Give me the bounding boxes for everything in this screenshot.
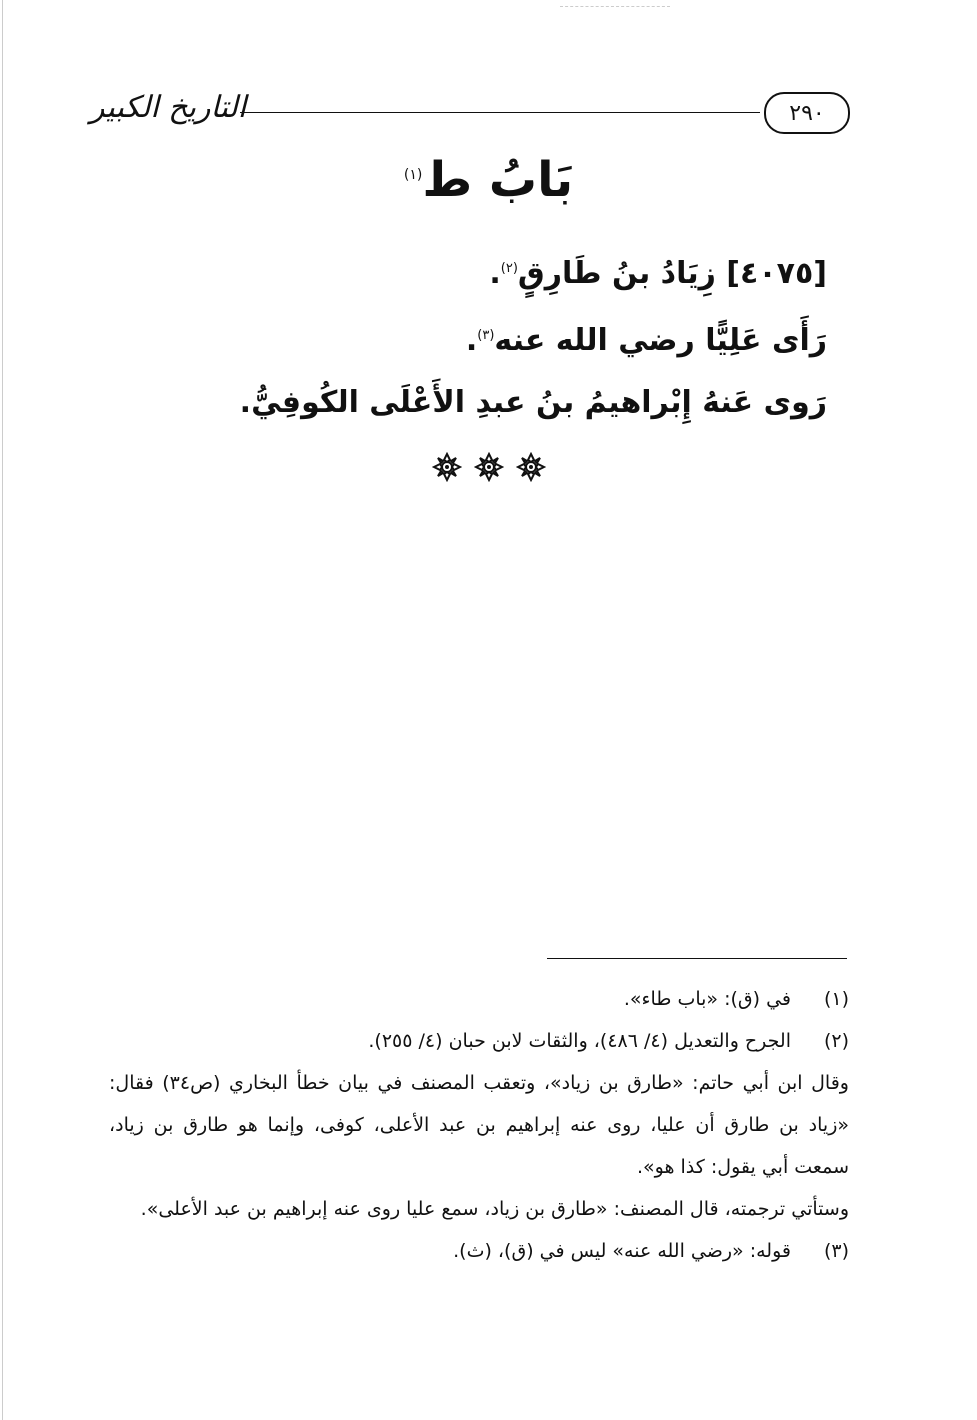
footnote-number: (١) (823, 988, 849, 1010)
entry-heading: [٤٠٧٥] زِيَادُ بنُ طَارِقٍ (517, 256, 827, 291)
entry-heading-line (87, 238, 827, 305)
footnote-text: الجرح والتعديل (٤/ ٤٨٦)، والثقات لابن حبان (٤/ ٢٥٥). (368, 1030, 791, 1052)
footnote-text: قوله: «رضي الله عنه» ليس في (ق)، (ث). (453, 1240, 791, 1262)
header-rule (240, 112, 760, 113)
footnote-3 (109, 1230, 849, 1272)
running-title: التاريخ الكبير (90, 90, 247, 125)
entry-body (87, 238, 827, 434)
page-header (90, 88, 850, 138)
footnote-ref-2: (٢) (500, 261, 518, 276)
flower-ornament-icon (432, 452, 462, 482)
footnote-ref-1: (١) (403, 167, 423, 183)
footnote-separator (547, 958, 847, 959)
footnote-text: في (ق): «باب طاء». (623, 988, 791, 1010)
footnote-2 (109, 1020, 849, 1062)
flower-ornament-icon (516, 452, 546, 482)
ornament-divider (0, 452, 977, 482)
footnote-1 (109, 978, 849, 1020)
footnote-2-para-2: وستأتي ترجمته، قال المصنف: «طارق بن زياد، سمع عليا روى عنه إبراهيم بن عبد الأعلى». (140, 1198, 849, 1220)
entry-line-2 (87, 305, 827, 372)
page-edge (2, 0, 3, 1420)
scan-mark (560, 6, 670, 8)
entry-line-3: رَوى عَنهُ إِبْراهيمُ بنُ عبدِ الأَعْلَى الكُوفِيُّ. (239, 385, 827, 420)
footnote-number: (٢) (823, 1030, 849, 1052)
flower-ornament-icon (474, 452, 504, 482)
entry-line-2-text: رَأَى عَلِيًّا رضي الله عنه (494, 323, 827, 358)
page-number (764, 92, 850, 134)
line2-end: . (465, 323, 478, 358)
chapter-title-text: بَابُ ط (422, 152, 574, 208)
footnote-2-para-1: وقال ابن أبي حاتم: «طارق بن زياد»، وتعقب المصنف في بيان خطأ البخاري (ص٣٤) فقال: «زياد بن طارق أن عليا، روى عنه إبراهيم بن عبد الأعلى، كوفى، وإنما هو طارق بن زياد، سمعت أبي يقول: كذا هو». (109, 1072, 849, 1178)
line1-end: . (489, 256, 501, 291)
page-number-text: ٢٩٠ (789, 100, 825, 126)
chapter-title (0, 152, 977, 208)
footnote-number: (٣) (823, 1240, 849, 1262)
footnotes (109, 978, 849, 1272)
footnote-ref-3: (٣) (477, 328, 495, 343)
